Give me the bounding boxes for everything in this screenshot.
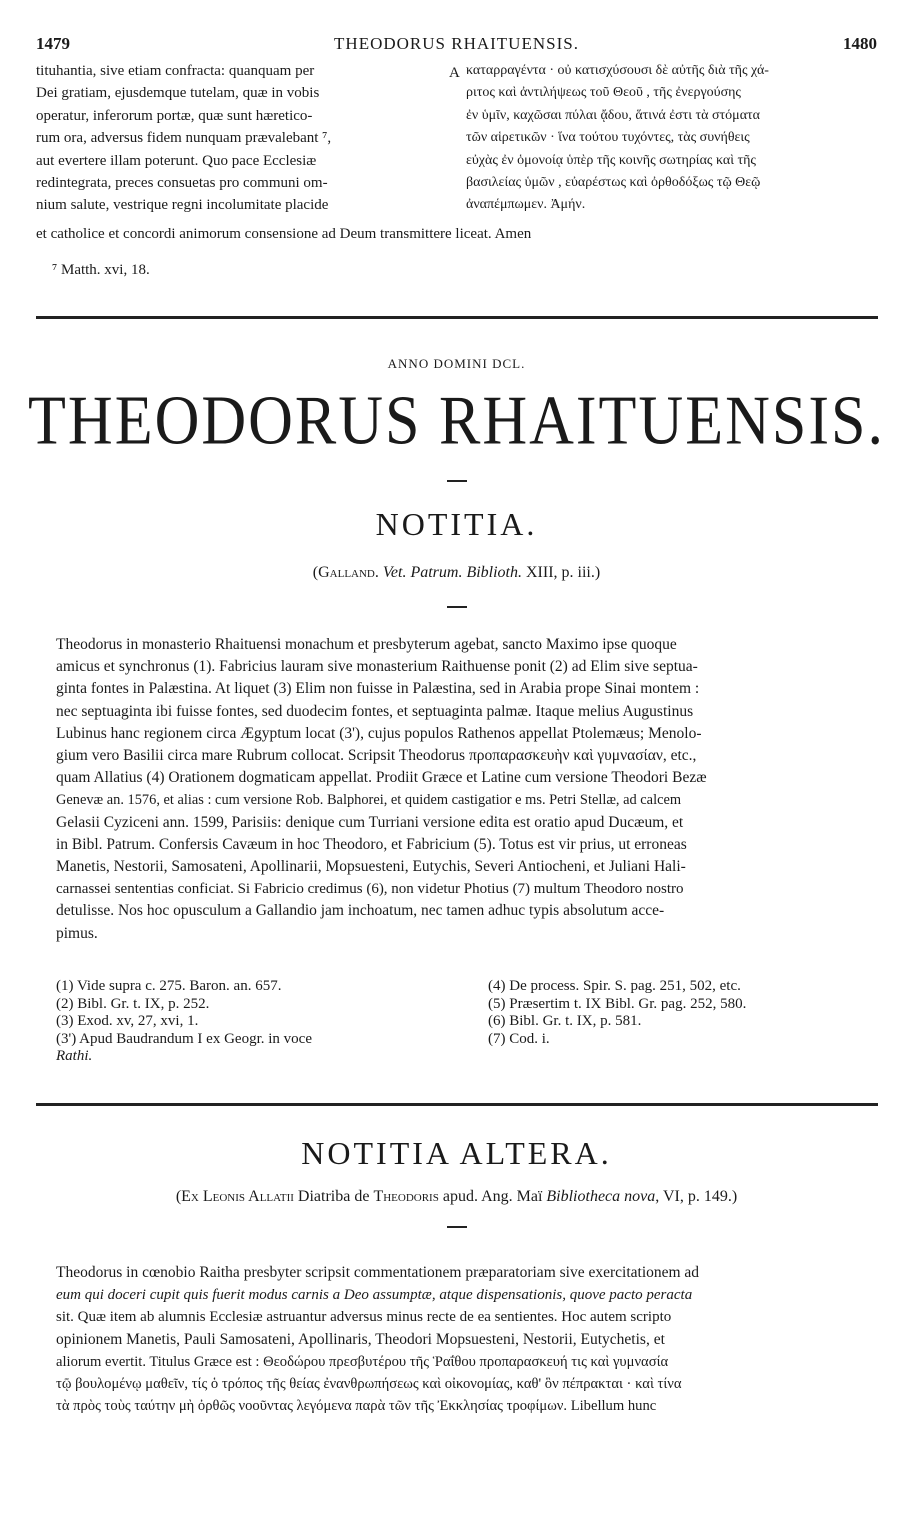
- anno-domini-line: ANNO DOMINI DCL.: [387, 356, 526, 371]
- greek-line: ριτος καὶ ἀντιλήψεως τοῦ Θεοῦ , τῆς ἐνεργούσης: [466, 85, 741, 101]
- text-line: gium vero Basilii circa mare Rubrum collocat. Scripsit Theodorus προπαρασκευὴν καὶ γυμνασίαν, etc.,: [56, 747, 697, 765]
- footnote-top: ⁷ Matth. xvi, 18.: [52, 262, 150, 278]
- text-line: nec septuaginta ibi fuisse fontes, sed duodecim fontes, et septuaginta palmæ. Itaque melius Augustinus: [56, 702, 694, 720]
- greek-line: ἐν ὑμῖν, καχῶσαι πύλαι ᾄδου, ἅτινά ἐστι τὰ στόματα: [466, 107, 760, 123]
- text-line: τῷ βουλομένῳ μαθεῖν, τίς ὁ τρόπος τῆς θείας ἐνανθρωπήσεως καὶ οἰκονομίας, καθ' ὃν πέπρακται · καὶ τίνα: [56, 1376, 682, 1393]
- footnote: (4) De process. Spir. S. pag. 251, 502, etc.: [488, 978, 741, 994]
- text-line: Manetis, Nestorii, Samosateni, Apollinarii, Mopsuesteni, Eutychis, Severi Antiocheni, et Juliani Hali-: [56, 858, 686, 876]
- greek-line: εὐχὰς ἐν ὁμονοίᾳ ὑπὲρ τῆς κοινῆς σωτηρίας καὶ τῆς: [466, 152, 756, 168]
- latin-line: operatur, inferorum portæ, quæ sunt hæretico-: [36, 107, 313, 124]
- text-line: opinionem Manetis, Pauli Samosateni, Apollinaris, Theodori Mopsuesteni, Nestorii, Eutychetis, et: [56, 1330, 665, 1348]
- latin-line: redintegrata, preces consuetas pro communi om-: [36, 175, 328, 192]
- text-line: Genevæ an. 1576, et alias : cum versione Rob. Balphorei, et quidem castigatior e ms. Petri Stellæ, ad calcem: [56, 792, 682, 809]
- running-header: [36, 34, 877, 56]
- greek-line: τῶν αἱρετικῶν · ἵνα τούτου τυχόντες, τὰς συνήθεις: [466, 130, 750, 146]
- latin-line: nium salute, vestrique regni incolumitate placide: [36, 197, 329, 214]
- footnote: (5) Præsertim t. IX Bibl. Gr. pag. 252, 580.: [488, 995, 747, 1012]
- notitia-heading: NOTITIA.: [375, 506, 538, 542]
- footnote: (3') Apud Baudrandum I ex Geogr. in voce: [56, 1030, 312, 1047]
- full-width-line: et catholice et concordi animorum consensione ad Deum transmittere liceat. Amen: [36, 226, 532, 242]
- page-number-left: 1479: [36, 34, 70, 53]
- text-line: amicus et synchronus (1). Fabricius lauram sive monasterium Raithuense ponit (2) ad Elim sive septua-: [56, 658, 698, 676]
- notitia-body: [56, 634, 878, 945]
- text-line: τὰ πρὸς τοὺς ταύτην μὴ ὀρθῶς νοοῦντας λεγόμενα παρὰ τῶν τῆς Ἐκκλησίας τροφίμων. Libellum hunc: [56, 1398, 657, 1415]
- short-dash: [447, 606, 467, 608]
- greek-line: βασιλείας ὑμῶν , εὐαρέστως καὶ ὀρθοδόξως τῷ Θεῷ: [466, 175, 761, 191]
- text-line: detulisse. Nos hoc opusculum a Gallandio jam inchoatum, nec tamen adhuc typis absolutum acce-: [56, 902, 665, 920]
- notitia-source: (Galland. Vet. Patrum. Biblioth. XIII, p. iii.): [312, 564, 601, 581]
- text-line: Theodorus in cœnobio Raitha presbyter scripsit commentationem præparatoriam sive exercitationem ad: [56, 1264, 700, 1281]
- footnote: (7) Cod. i.: [488, 1030, 550, 1047]
- footnote: (1) Vide supra c. 275. Baron. an. 657.: [56, 978, 282, 994]
- text-line: Lubinus hanc regionem circa Ægyptum locat (3'), cujus populos Rathenos appellat Ptolemæus; Menolo-: [56, 724, 702, 742]
- notitia-altera-source: (Ex Leonis Allatii Diatriba de Theodoris apud. Ang. Maï Bibliotheca nova, VI, p. 149.): [175, 1188, 738, 1205]
- footnote: (6) Bibl. Gr. t. IX, p. 581.: [488, 1013, 642, 1029]
- text-line: Gelasii Cyziceni ann. 1599, Parisiis: denique cum Turriani versione edita est oratio apud Ducæum, et: [56, 813, 684, 831]
- page-title: THEODORUS RHAITUENSIS.: [28, 382, 885, 460]
- column-sigla: A: [449, 65, 460, 81]
- footnote: (2) Bibl. Gr. t. IX, p. 252.: [56, 995, 210, 1012]
- section-divider: [36, 1103, 878, 1106]
- text-line: Theodorus in monasterio Rhaituensi monachum et presbyterum agebat, sancto Maximo ipse quoque: [56, 636, 677, 653]
- footnote: (3) Exod. xv, 27, xvi, 1.: [56, 1013, 199, 1029]
- text-line: in Bibl. Patrum. Confersis Cavæum in hoc Theodoro, et Fabricium (5). Totus est vir prius, ut erroneas: [56, 835, 687, 853]
- notitia-altera-body: [56, 1262, 878, 1417]
- greek-line: καταρραγέντα · οὐ κατισχύσουσι δὲ αὐτῆς διὰ τῆς χά-: [466, 63, 769, 78]
- latin-line: tituhantia, sive etiam confracta: quanquam per: [36, 63, 315, 79]
- footnotes-right: [488, 978, 746, 1048]
- footnotes-left: [56, 978, 312, 1066]
- text-line: eum qui doceri cupit quis fuerit modus carnis a Deo assumptæ, atque dispensationis, quove pacto peracta: [56, 1287, 693, 1304]
- latin-line: Dei gratiam, ejusdemque tutelam, quæ in vobis: [36, 85, 320, 102]
- latin-line: aut evertere illam poterunt. Quo pace Ecclesiæ: [36, 152, 317, 169]
- section-divider: [36, 316, 878, 319]
- latin-line: rum ora, adversus fidem nunquam prævalebant ⁷,: [36, 130, 332, 147]
- notitia-altera-heading: NOTITIA ALTERA.: [301, 1135, 612, 1171]
- text-line: quam Allatius (4) Orationem dogmaticam appellat. Prodiit Græce et Latine cum versione Theodori Bezæ: [56, 769, 707, 787]
- short-dash: [447, 1226, 467, 1228]
- footnote: Rathi.: [56, 1048, 93, 1064]
- text-line: carnassei sententias conficiat. Si Fabricio credimus (6), non videtur Photius (7) multum Theodoro nostro: [56, 881, 684, 898]
- greek-column: [466, 60, 878, 217]
- latin-column: [36, 60, 448, 217]
- text-line: aliorum evertit. Titulus Græce est : Θεοδώρου πρεσβυτέρου τῆς Ῥαΐθου προπαρασκευή τις καὶ γυμνασία: [56, 1353, 669, 1370]
- page-number-right: 1480: [843, 34, 877, 53]
- text-line: pimus.: [56, 924, 98, 942]
- text-line: ginta fontes in Palæstina. At liquet (3) Elim non fuisse in Palæstina, sed in Arabia prope Sinai montem :: [56, 680, 700, 698]
- greek-line: ἀναπέμπωμεν. Ἀμήν.: [466, 197, 586, 213]
- text-line: sit. Quæ item ab alumnis Ecclesiæ astruantur adversus minus recte de ea sentientes. Hoc autem scripto: [56, 1309, 672, 1326]
- short-dash: [447, 480, 467, 482]
- running-title: THEODORUS RHAITUENSIS.: [334, 34, 579, 53]
